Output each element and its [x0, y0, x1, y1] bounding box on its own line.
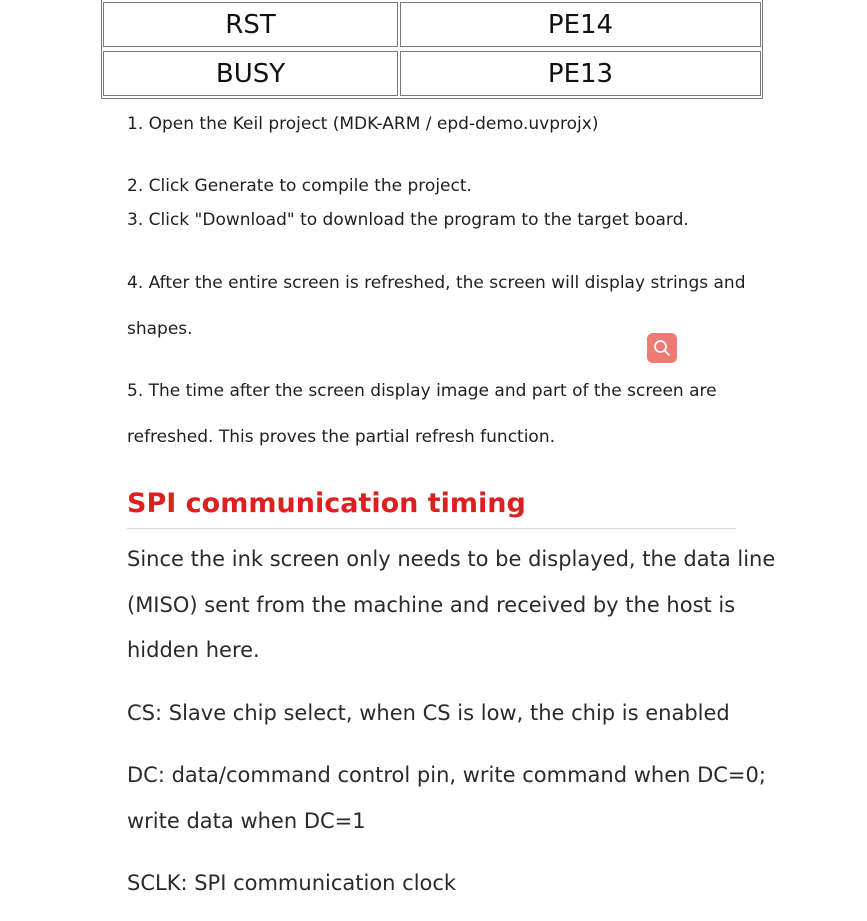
- step-1-text: 1. Open the Keil project (MDK-ARM / epd-demo.uvprojx): [127, 114, 599, 134]
- section-heading: SPI communication timing: [127, 488, 526, 519]
- dc-pin-description: DC: data/command control pin, write command when DC=0;: [127, 763, 766, 787]
- dc-pin-description-cont: write data when DC=1: [127, 809, 366, 833]
- paragraph-line: (MISO) sent from the machine and received by the host is: [127, 593, 736, 617]
- paragraph-line: Since the ink screen only needs to be displayed, the data line: [127, 547, 776, 571]
- step-5-text-cont: refreshed. This proves the partial refresh function.: [127, 427, 556, 447]
- table-row: [102, 49, 762, 98]
- pin-cell: PE13: [400, 51, 761, 96]
- search-icon: [653, 339, 671, 357]
- cs-pin-description: CS: Slave chip select, when CS is low, the chip is enabled: [127, 701, 730, 725]
- step-5-text: 5. The time after the screen display image and part of the screen are: [127, 381, 717, 401]
- signal-cell: BUSY: [103, 51, 398, 96]
- signal-cell: RST: [103, 2, 398, 47]
- step-4-text: 4. After the entire screen is refreshed, the screen will display strings and: [127, 273, 746, 293]
- step-3-text: 3. Click "Download" to download the program to the target board.: [127, 210, 689, 230]
- paragraph-line: hidden here.: [127, 638, 260, 662]
- sclk-pin-description: SCLK: SPI communication clock: [127, 871, 457, 895]
- step-4-text-cont: shapes.: [127, 319, 193, 339]
- pin-table: [101, 0, 763, 99]
- heading-divider: [127, 528, 736, 529]
- search-button[interactable]: [647, 333, 677, 363]
- step-2-text: 2. Click Generate to compile the project.: [127, 176, 472, 196]
- table-row: [102, 0, 762, 49]
- pin-cell: PE14: [400, 2, 761, 47]
